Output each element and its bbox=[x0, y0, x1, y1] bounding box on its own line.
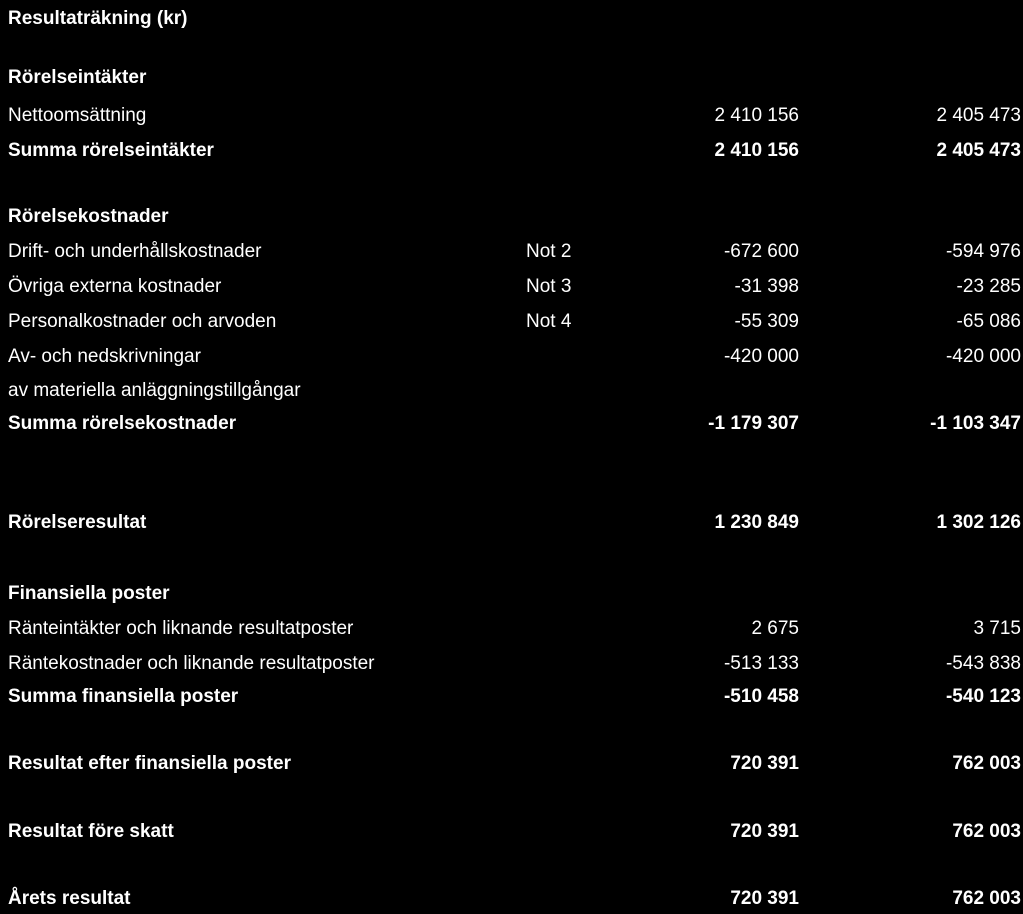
current-year-amount: -55 309 bbox=[734, 311, 799, 332]
statement-title: Resultaträkning (kr) bbox=[8, 8, 188, 29]
row-label: Ränteintäkter och liknande resultatposter bbox=[8, 618, 354, 639]
previous-year-amount: 2 405 473 bbox=[936, 140, 1021, 161]
sum-row bbox=[0, 817, 1023, 847]
previous-year-amount: -23 285 bbox=[956, 276, 1021, 297]
sum-row bbox=[0, 749, 1023, 779]
previous-year-amount: -543 838 bbox=[945, 653, 1021, 674]
previous-year-amount: -420 000 bbox=[945, 346, 1021, 367]
row-label: Rörelseresultat bbox=[8, 512, 147, 533]
row-label: Resultat före skatt bbox=[8, 821, 174, 842]
current-year-amount: 720 391 bbox=[730, 888, 799, 909]
row-label: Årets resultat bbox=[8, 888, 131, 909]
line-item-row bbox=[0, 101, 1023, 131]
row-label: Rörelseintäkter bbox=[8, 67, 147, 88]
previous-year-amount: -594 976 bbox=[945, 241, 1021, 262]
section-heading-row bbox=[0, 579, 1023, 609]
previous-year-amount: 3 715 bbox=[973, 618, 1021, 639]
sum-row bbox=[0, 136, 1023, 166]
row-note: Not 4 bbox=[526, 311, 572, 332]
previous-year-amount: 2 405 473 bbox=[936, 105, 1021, 126]
row-label: Nettoomsättning bbox=[8, 105, 147, 126]
current-year-amount: -513 133 bbox=[723, 653, 799, 674]
line-item-row bbox=[0, 237, 1023, 267]
previous-year-amount: 1 302 126 bbox=[936, 512, 1021, 533]
row-label: Drift- och underhållskostnader bbox=[8, 241, 262, 262]
sum-row bbox=[0, 682, 1023, 712]
sum-row bbox=[0, 409, 1023, 439]
previous-year-amount: 762 003 bbox=[952, 888, 1021, 909]
row-label: Summa rörelseintäkter bbox=[8, 140, 214, 161]
current-year-amount: 1 230 849 bbox=[714, 512, 799, 533]
current-year-amount: 2 410 156 bbox=[714, 140, 799, 161]
previous-year-amount: -540 123 bbox=[945, 686, 1021, 707]
current-year-amount: -31 398 bbox=[734, 276, 799, 297]
current-year-amount: -510 458 bbox=[723, 686, 799, 707]
row-label: Summa finansiella poster bbox=[8, 686, 239, 707]
previous-year-amount: 762 003 bbox=[952, 821, 1021, 842]
row-label: av materiella anläggningstillgångar bbox=[8, 380, 301, 401]
row-label: Personalkostnader och arvoden bbox=[8, 311, 277, 332]
section-heading-row bbox=[0, 63, 1023, 93]
previous-year-amount: 762 003 bbox=[952, 753, 1021, 774]
current-year-amount: -672 600 bbox=[723, 241, 799, 262]
line-item-row bbox=[0, 342, 1023, 372]
previous-year-amount: -1 103 347 bbox=[930, 413, 1021, 434]
previous-year-amount: -65 086 bbox=[956, 311, 1021, 332]
row-label: Rörelsekostnader bbox=[8, 206, 169, 227]
row-note: Not 3 bbox=[526, 276, 572, 297]
section-heading-row bbox=[0, 202, 1023, 232]
current-year-amount: 720 391 bbox=[730, 753, 799, 774]
current-year-amount: -1 179 307 bbox=[708, 413, 799, 434]
row-note: Not 2 bbox=[526, 241, 572, 262]
current-year-amount: 2 675 bbox=[751, 618, 799, 639]
row-label: Resultat efter finansiella poster bbox=[8, 753, 291, 774]
line-item-row bbox=[0, 307, 1023, 337]
statement-title-row bbox=[0, 4, 1023, 34]
line-item-row bbox=[0, 376, 1023, 406]
row-label: Räntekostnader och liknande resultatposter bbox=[8, 653, 375, 674]
current-year-amount: -420 000 bbox=[723, 346, 799, 367]
line-item-row bbox=[0, 614, 1023, 644]
row-label: Summa rörelsekostnader bbox=[8, 413, 237, 434]
line-item-row bbox=[0, 649, 1023, 679]
sum-row bbox=[0, 508, 1023, 538]
line-item-row bbox=[0, 272, 1023, 302]
current-year-amount: 720 391 bbox=[730, 821, 799, 842]
current-year-amount: 2 410 156 bbox=[714, 105, 799, 126]
row-label: Av- och nedskrivningar bbox=[8, 346, 201, 367]
sum-row bbox=[0, 884, 1023, 914]
row-label: Övriga externa kostnader bbox=[8, 276, 222, 297]
row-label: Finansiella poster bbox=[8, 583, 170, 604]
